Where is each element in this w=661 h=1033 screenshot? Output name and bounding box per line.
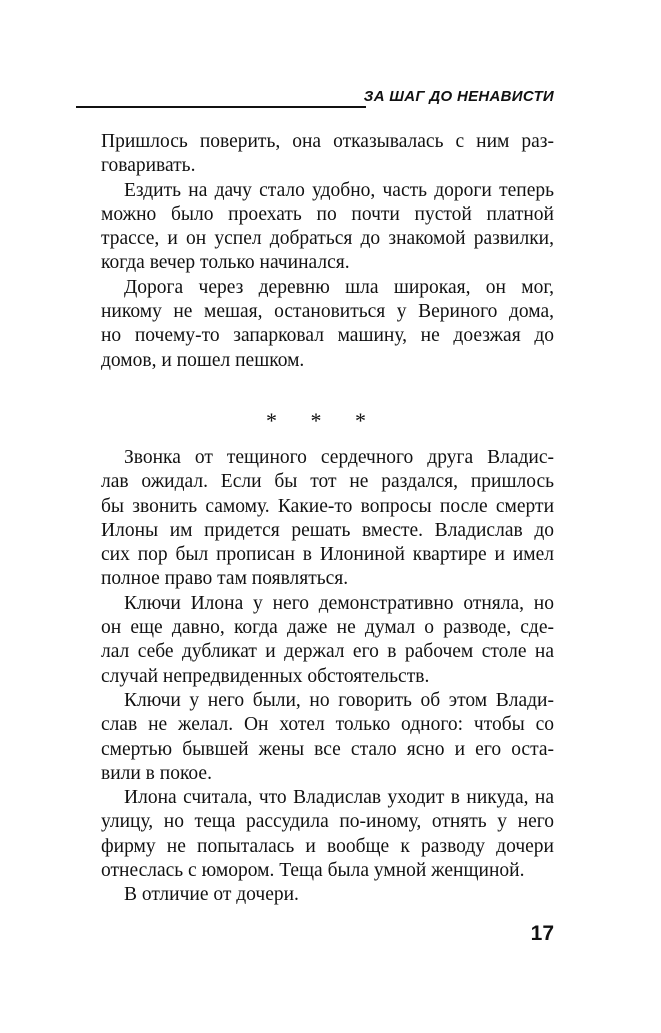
paragraph	[78, 883, 554, 907]
text-line: говаривать.	[101, 155, 196, 177]
text-line: Пришлось поверить, она отказывалась с ним раз-	[101, 131, 554, 152]
text-block-after-separator	[78, 446, 554, 908]
text-line: но почему-то запарковал машину, не доезжая до	[101, 325, 554, 347]
text-line: Звонка от тещиного сердечного друга Владис-	[124, 447, 554, 468]
text-line: Ключи Илона у него демонстративно отняла, но	[124, 592, 554, 614]
text-line: полное право там появляться.	[101, 568, 349, 590]
text-line: лав ожидал. Если бы тот не раздался, пришлось	[101, 471, 554, 493]
header-rule	[76, 106, 366, 108]
text-line: Илона считала, что Владислав уходит в никуда, на	[124, 787, 554, 809]
book-title: ЗА ШАГ ДО НЕНАВИСТИ	[363, 88, 554, 105]
section-separator: * * *	[266, 408, 380, 433]
text-line: домов, и пошел пешком.	[101, 349, 305, 371]
text-line: трассе, и он успел добраться до знакомой развилки,	[101, 228, 554, 250]
paragraph	[78, 786, 554, 883]
text-line: когда вечер только начинался.	[101, 252, 350, 274]
text-line: фирму не попыталась и вообще к разводу дочери	[101, 835, 554, 857]
paragraph	[78, 689, 554, 786]
text-line: Ездить на дачу стало удобно, часть дороги теперь	[124, 179, 554, 201]
text-line: случай непредвиденных обстоятельств.	[101, 665, 430, 687]
page-number: 17	[530, 922, 554, 945]
paragraph	[78, 276, 554, 373]
text-line: улицу, но теща рассудила по-иному, отнять у него	[101, 811, 554, 833]
text-line: можно было проехать по почти пустой платной	[101, 203, 554, 225]
paragraph	[78, 592, 554, 689]
text-line: В отличие от дочери.	[124, 884, 299, 906]
text-line: вили в покое.	[101, 762, 212, 784]
text-line: никому не мешая, остановиться у Вериного дома,	[101, 301, 554, 323]
text-line: бы звонить самому. Какие-то вопросы после смерти	[101, 495, 554, 517]
text-line: Дорога через деревню шла широкая, он мог,	[124, 276, 554, 298]
text-line: Ключи у него были, но говорить об этом Влади-	[124, 689, 554, 711]
text-line: Илоны им придется решать вместе. Владислав до	[101, 519, 554, 541]
paragraph	[78, 179, 554, 276]
text-line: смертью бывшей жены все стало ясно и его оста-	[101, 738, 554, 760]
paragraph	[78, 130, 554, 179]
running-header	[76, 87, 554, 109]
text-line: отнеслась с юмором. Теща была умной женщиной.	[101, 860, 525, 882]
text-line: сих пор был прописан в Илониной квартире и имел	[101, 544, 554, 566]
paragraph	[78, 446, 554, 592]
text-line: лал себе дубликат и держал его в рабочем столе на	[101, 641, 554, 663]
text-line: он еще давно, когда даже не думал о разводе, сде-	[101, 617, 554, 639]
text-block-before-separator	[78, 130, 554, 373]
text-line: слав не желал. Он хотел только одного: чтобы со	[101, 714, 554, 736]
